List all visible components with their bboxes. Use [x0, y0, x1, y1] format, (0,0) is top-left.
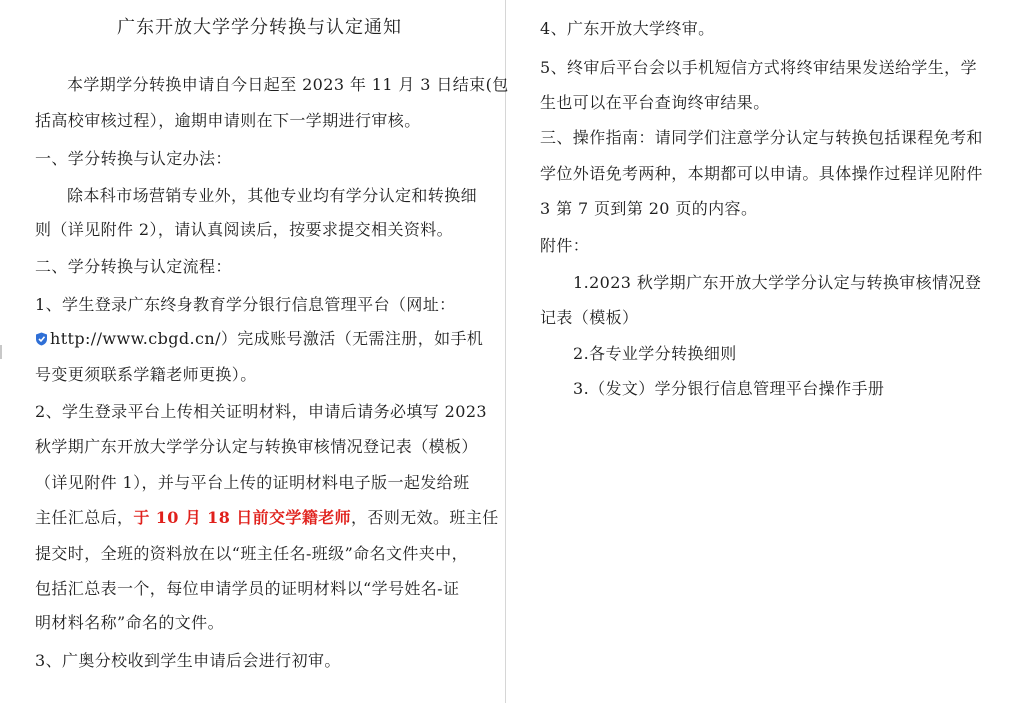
- step-2-line-6: 包括汇总表一个，每位申请学员的证明材料以“学号姓名-证: [35, 579, 460, 598]
- step-1-line-2-text: ）完成账号激活（无需注册，如手机: [220, 329, 484, 348]
- attachment-2: 2.各专业学分转换细则: [573, 344, 737, 363]
- intro-line-2: 括高校审核过程），逾期申请则在下一学期进行审核。: [35, 111, 421, 130]
- step-2-line-3: （详见附件 1），并与平台上传的证明材料电子版一起发给班: [35, 473, 470, 492]
- shield-link-icon: [35, 332, 48, 346]
- step-4: 4、广东开放大学终审。: [540, 19, 715, 38]
- step-2-line-5: 提交时，全班的资料放在以“班主任名-班级”命名文件夹中，: [35, 544, 468, 563]
- section-1-heading: 一、学分转换与认定办法：: [35, 149, 232, 168]
- intro-line-1: 本学期学分转换申请自今日起至 2023 年 11 月 3 日结束(包: [67, 75, 509, 94]
- section-2-heading: 二、学分转换与认定流程：: [35, 257, 232, 276]
- step-1-line-3: 号变更须联系学籍老师更换）。: [35, 365, 257, 384]
- step-2-line-2: 秋学期广东开放大学学分认定与转换审核情况登记表（模板）: [35, 437, 478, 456]
- section-1-line-2: 则（详见附件 2），请认真阅读后，按要求提交相关资料。: [35, 220, 454, 239]
- step-2-line-4: [35, 507, 499, 529]
- right-column: [508, 0, 1024, 703]
- left-column: [0, 0, 509, 703]
- step-2-line-1: 2、学生登录平台上传相关证明材料，申请后请务必填写 2023: [35, 402, 487, 421]
- column-divider: [505, 0, 506, 703]
- step-5-line-2: 生也可以在平台查询终审结果。: [540, 93, 770, 112]
- step-1-line-1: 1、学生登录广东终身教育学分银行信息管理平台（网址：: [35, 295, 456, 314]
- step-2-line-4-pre: 主任汇总后，: [35, 508, 134, 527]
- attachment-1-line-1: 1.2023 秋学期广东开放大学学分认定与转换审核情况登: [573, 273, 982, 292]
- section-3-line-2: 学位外语免考两种，本期都可以申请。具体操作过程详见附件: [540, 164, 983, 183]
- page-title: 广东开放大学学分转换与认定通知: [117, 17, 402, 38]
- step-5-line-1: 5、终审后平台会以手机短信方式将终审结果发送给学生，学: [540, 58, 977, 77]
- platform-url-link[interactable]: http://www.cbgd.cn/: [50, 329, 221, 348]
- deadline-highlight: 于 10 月 18 日前交学籍老师: [133, 508, 352, 527]
- attachments-heading: 附件：: [540, 236, 590, 255]
- step-3: 3、广奥分校收到学生申请后会进行初审。: [35, 651, 341, 670]
- attachment-1-line-2: 记表（模板）: [540, 308, 639, 327]
- section-3-line-3: 3 第 7 页到第 20 页的内容。: [540, 199, 758, 218]
- step-2-line-4-post: ，否则无效。班主任: [351, 508, 499, 527]
- step-2-line-7: 明材料名称”命名的文件。: [35, 613, 224, 632]
- section-1-line-1: 除本科市场营销专业外，其他专业均有学分认定和转换细: [67, 186, 478, 205]
- step-1-line-2: [35, 328, 483, 350]
- section-3-line-1: 三、操作指南：请同学们注意学分认定与转换包括课程免考和: [540, 128, 983, 147]
- attachment-3: 3.（发文）学分银行信息管理平台操作手册: [573, 379, 885, 398]
